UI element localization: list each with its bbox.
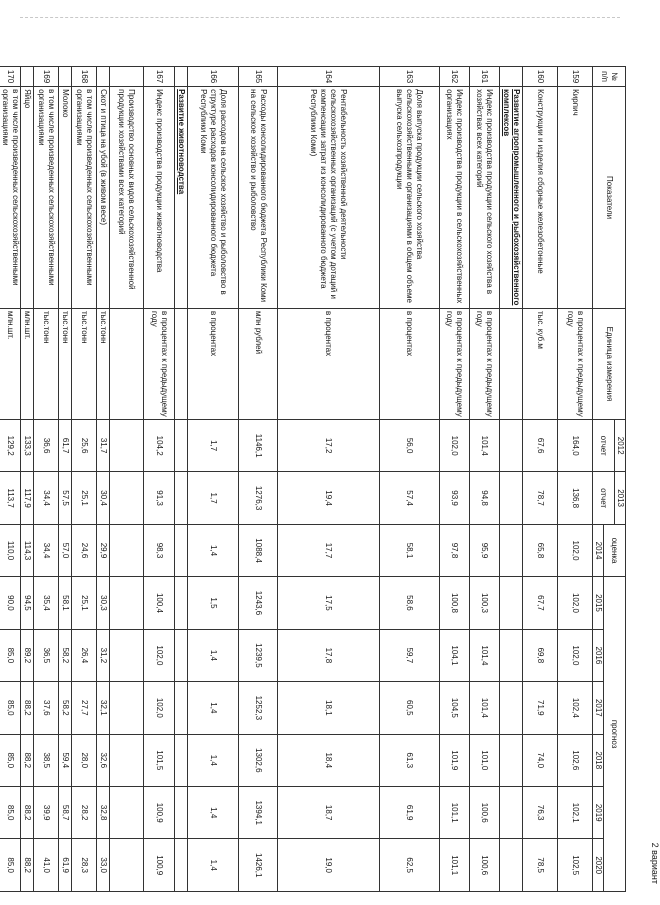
value-cell [110,472,144,524]
value-cell: 58,2 [59,629,72,681]
value-cell: 117,9 [21,472,34,524]
value-cell [110,629,144,681]
value-cell: 61,9 [59,839,72,892]
value-cell: 100,4 [144,577,175,629]
empty-cell [500,419,523,471]
unit-cell: млн.шт. [21,309,34,420]
header-year-2017: 2017 [593,682,604,734]
unit-cell: тыс.тонн [72,309,97,420]
value-cell: 1,4 [188,629,239,681]
value-cell: 69,8 [523,629,558,681]
table-row [97,67,110,892]
value-cell: 32,6 [97,734,110,786]
value-cell: 58,7 [59,787,72,839]
table-row [72,67,97,892]
variant-label: 2 вариант [650,842,660,884]
value-cell: 29,9 [97,524,110,576]
table-row [523,67,558,892]
unit-cell: в процентах к предыдущему году [144,309,175,420]
unit-cell: в процентах [188,309,239,420]
value-cell: 102,0 [144,629,175,681]
value-cell: 133,3 [21,419,34,471]
value-cell: 65,8 [523,524,558,576]
section-row [175,67,188,892]
value-cell: 36,5 [34,629,59,681]
value-cell: 101,1 [440,787,470,839]
unit-cell: в процентах [380,309,440,420]
row-number [21,67,34,87]
value-cell: 102,1 [558,787,593,839]
value-cell: 28,0 [72,734,97,786]
value-cell: 74,0 [523,734,558,786]
value-cell: 102,0 [558,629,593,681]
value-cell: 41,0 [34,839,59,892]
value-cell: 1,5 [188,577,239,629]
value-cell: 25,6 [72,419,97,471]
value-cell [110,682,144,734]
unit-cell [110,309,144,420]
value-cell: 32,8 [97,787,110,839]
indicators-table [0,66,626,892]
row-number: 160 [523,67,558,87]
value-cell: 101,4 [470,419,500,471]
empty-cell [175,787,188,839]
unit-cell: млн.шт. [0,309,21,420]
value-cell: 104,1 [440,629,470,681]
empty-cell [500,524,523,576]
table-row [34,67,59,892]
value-cell: 102,5 [558,839,593,892]
value-cell: 136,8 [558,472,593,524]
value-cell: 17,7 [278,524,380,576]
value-cell: 85,0 [0,787,21,839]
unit-cell: млн рублей [239,309,278,420]
indicator-name: Молоко [59,87,72,309]
value-cell: 93,9 [440,472,470,524]
empty-cell [175,629,188,681]
value-cell: 98,3 [144,524,175,576]
value-cell: 1088,4 [239,524,278,576]
table-row [188,67,239,892]
value-cell: 58,6 [380,577,440,629]
value-cell: 102,0 [558,524,593,576]
value-cell: 88,2 [21,787,34,839]
value-cell: 28,2 [72,787,97,839]
value-cell: 57,4 [380,472,440,524]
header-year-2015: 2015 [593,577,604,629]
value-cell: 102,4 [558,682,593,734]
empty-cell [500,682,523,734]
unit-cell: тыс.тонн [59,309,72,420]
value-cell: 25,1 [72,472,97,524]
value-cell: 1252,3 [239,682,278,734]
value-cell: 1,7 [188,419,239,471]
value-cell: 31,7 [97,419,110,471]
indicator-name: Производство основных видов сельскохозяйственной продукции хозяйствами всех категорий [110,87,144,309]
value-cell: 30,3 [97,577,110,629]
value-cell: 85,0 [0,629,21,681]
value-cell: 90,0 [0,577,21,629]
value-cell: 94,5 [21,577,34,629]
header-year-2020: 2020 [593,839,604,892]
value-cell: 32,1 [97,682,110,734]
unit-cell: в процентах к предыдущему году [470,309,500,420]
empty-cell [500,787,523,839]
value-cell: 1,4 [188,839,239,892]
value-cell: 97,8 [440,524,470,576]
value-cell: 67,7 [523,577,558,629]
value-cell: 102,0 [558,577,593,629]
value-cell: 88,2 [21,734,34,786]
value-cell: 89,2 [21,629,34,681]
row-number [110,67,144,87]
value-cell: 164,0 [558,419,593,471]
value-cell: 100,9 [144,839,175,892]
empty-cell [500,734,523,786]
section-title: Развитие животноводства [175,87,188,309]
indicator-name: в том числе произведенных сельскохозяйственными организациями [34,87,59,309]
header-2013: 2013 [615,472,626,524]
table-row [59,67,72,892]
value-cell: 129,2 [0,419,21,471]
value-cell: 110,0 [0,524,21,576]
value-cell: 17,2 [278,419,380,471]
value-cell: 26,4 [72,629,97,681]
value-cell: 61,7 [59,419,72,471]
row-number [500,67,523,87]
value-cell: 95,9 [470,524,500,576]
indicator-name: Доля выпуска продукции сельского хозяйства сельскохозяйственными организациями в общем объеме выпуска сельхозпродукции [380,87,440,309]
value-cell: 1,4 [188,787,239,839]
value-cell [110,419,144,471]
empty-cell [500,629,523,681]
indicator-name: Индекс производства продукции сельского хозяйства в хозяйствах всех категорий [470,87,500,309]
empty-cell [175,419,188,471]
value-cell: 78,7 [523,472,558,524]
value-cell: 85,0 [0,682,21,734]
value-cell: 1,4 [188,524,239,576]
value-cell: 57,5 [59,472,72,524]
value-cell: 62,5 [380,839,440,892]
value-cell: 17,8 [278,629,380,681]
section-row [500,67,523,892]
value-cell: 1,4 [188,682,239,734]
unit-cell: в процентах к предыдущему году [440,309,470,420]
value-cell: 85,0 [0,734,21,786]
row-number: 167 [144,67,175,87]
unit-cell: тыс.тонн [97,309,110,420]
value-cell: 61,3 [380,734,440,786]
value-cell: 25,1 [72,577,97,629]
value-cell: 67,6 [523,419,558,471]
indicator-name: Расходы консолидированного бюджета Республики Коми на сельское хозяйство и рыболовство [239,87,278,309]
value-cell: 85,0 [0,839,21,892]
table-row [558,67,593,892]
header-2012-otchet: отчет [593,419,615,471]
value-cell: 19,0 [278,839,380,892]
row-number: 168 [72,67,97,87]
header-prognoz: прогноз [604,577,626,892]
value-cell: 33,0 [97,839,110,892]
row-number: 161 [470,67,500,87]
value-cell: 102,0 [440,419,470,471]
table-row [0,67,21,892]
header-indicator: Показатели [593,87,626,309]
value-cell: 114,3 [21,524,34,576]
value-cell: 1394,1 [239,787,278,839]
empty-cell [175,472,188,524]
indicator-name: Конструкции и изделия сборные железобетонные [523,87,558,309]
value-cell: 24,6 [72,524,97,576]
value-cell: 56,0 [380,419,440,471]
value-cell: 104,5 [440,682,470,734]
row-number [175,67,188,87]
header-2013-otchet: отчет [593,472,615,524]
value-cell: 1239,5 [239,629,278,681]
header-2014: 2014 [593,524,604,576]
value-cell: 100,9 [144,787,175,839]
value-cell: 59,4 [59,734,72,786]
value-cell: 101,0 [470,734,500,786]
table-row [470,67,500,892]
value-cell: 101,1 [440,839,470,892]
empty-cell [175,682,188,734]
header-year-2018: 2018 [593,734,604,786]
header-year-2016: 2016 [593,629,604,681]
value-cell: 1243,6 [239,577,278,629]
value-cell: 1146,1 [239,419,278,471]
value-cell: 19,4 [278,472,380,524]
value-cell: 88,2 [21,682,34,734]
empty-cell [500,309,523,420]
value-cell: 100,6 [470,839,500,892]
indicator-name: Доля расходов на сельское хозяйство и рыболовство в структуре расходов консолидированного бюджета Республики Коми [188,87,239,309]
value-cell: 101,9 [440,734,470,786]
value-cell: 36,6 [34,419,59,471]
value-cell: 100,8 [440,577,470,629]
value-cell: 102,6 [558,734,593,786]
value-cell: 35,4 [34,577,59,629]
value-cell: 37,6 [34,682,59,734]
row-number: 164 [278,67,380,87]
section-title: Развитие агропромышленного и рыбохозяйственного комплексов [500,87,523,309]
value-cell: 94,8 [470,472,500,524]
empty-cell [500,839,523,892]
value-cell: 31,2 [97,629,110,681]
value-cell: 91,3 [144,472,175,524]
empty-cell [175,309,188,420]
value-cell: 18,4 [278,734,380,786]
unit-cell: в процентах к предыдущему году [558,309,593,420]
unit-cell: тыс.тонн [34,309,59,420]
table-row [144,67,175,892]
value-cell: 18,7 [278,787,380,839]
value-cell: 76,3 [523,787,558,839]
value-cell: 38,5 [34,734,59,786]
value-cell [110,787,144,839]
table-row [239,67,278,892]
empty-cell [500,577,523,629]
header-unit: Единица измерения [593,309,626,420]
value-cell: 59,7 [380,629,440,681]
row-number: 163 [380,67,440,87]
value-cell: 34,4 [34,472,59,524]
header-num: № п/п [593,67,626,87]
indicator-name: в том числе произведенных сельскохозяйственными организациями [0,87,21,309]
value-cell: 61,9 [380,787,440,839]
row-number: 169 [34,67,59,87]
value-cell: 102,0 [144,682,175,734]
value-cell: 18,1 [278,682,380,734]
value-cell: 30,4 [97,472,110,524]
value-cell: 39,9 [34,787,59,839]
indicator-name: в том числе произведенных сельскохозяйственными организациями [72,87,97,309]
empty-cell [175,577,188,629]
value-cell: 34,4 [34,524,59,576]
value-cell: 57,0 [59,524,72,576]
row-number: 166 [188,67,239,87]
header-otsenka: оценка [604,524,626,576]
indicator-name: Кирпич [558,87,593,309]
value-cell [110,839,144,892]
table-row [21,67,34,892]
empty-cell [175,839,188,892]
rotated-page [1,66,660,892]
value-cell: 100,6 [470,787,500,839]
value-cell: 17,5 [278,577,380,629]
value-cell [110,524,144,576]
value-cell [110,577,144,629]
value-cell: 58,1 [59,577,72,629]
header-2012: 2012 [615,419,626,471]
value-cell: 58,2 [59,682,72,734]
value-cell: 113,7 [0,472,21,524]
value-cell: 71,9 [523,682,558,734]
row-number [97,67,110,87]
value-cell: 101,4 [470,682,500,734]
empty-cell [500,472,523,524]
scan-top-line [20,17,620,18]
indicator-name: Индекс производства продукции в сельскохозяйственных организациях [440,87,470,309]
value-cell: 101,5 [144,734,175,786]
value-cell [110,734,144,786]
row-number: 165 [239,67,278,87]
unit-cell: в процентах [278,309,380,420]
row-number: 159 [558,67,593,87]
value-cell: 78,5 [523,839,558,892]
unit-cell: тыс. куб.м [523,309,558,420]
value-cell: 1,7 [188,472,239,524]
value-cell: 27,7 [72,682,97,734]
table-row [110,67,144,892]
empty-cell [175,734,188,786]
table-row [440,67,470,892]
header-year-2019: 2019 [593,787,604,839]
value-cell: 1,4 [188,734,239,786]
row-number: 170 [0,67,21,87]
value-cell: 58,1 [380,524,440,576]
value-cell: 1276,3 [239,472,278,524]
table-row [278,67,380,892]
value-cell: 101,4 [470,629,500,681]
indicator-name: Рентабельность хозяйственной деятельности сельскохозяйственных организаций (с учетом дотаций и компенсации затрат из консолидированного бюджета Республики Коми) [278,87,380,309]
value-cell: 28,3 [72,839,97,892]
row-number [59,67,72,87]
indicator-name: Скот и птица на убой (в живом весе) [97,87,110,309]
value-cell: 1302,6 [239,734,278,786]
value-cell: 104,2 [144,419,175,471]
value-cell: 88,2 [21,839,34,892]
indicator-name: Яйцо [21,87,34,309]
table-row [380,67,440,892]
row-number: 162 [440,67,470,87]
value-cell: 100,3 [470,577,500,629]
indicator-name: Индекс производства продукции животноводства [144,87,175,309]
value-cell: 60,5 [380,682,440,734]
empty-cell [175,524,188,576]
value-cell: 1426,1 [239,839,278,892]
